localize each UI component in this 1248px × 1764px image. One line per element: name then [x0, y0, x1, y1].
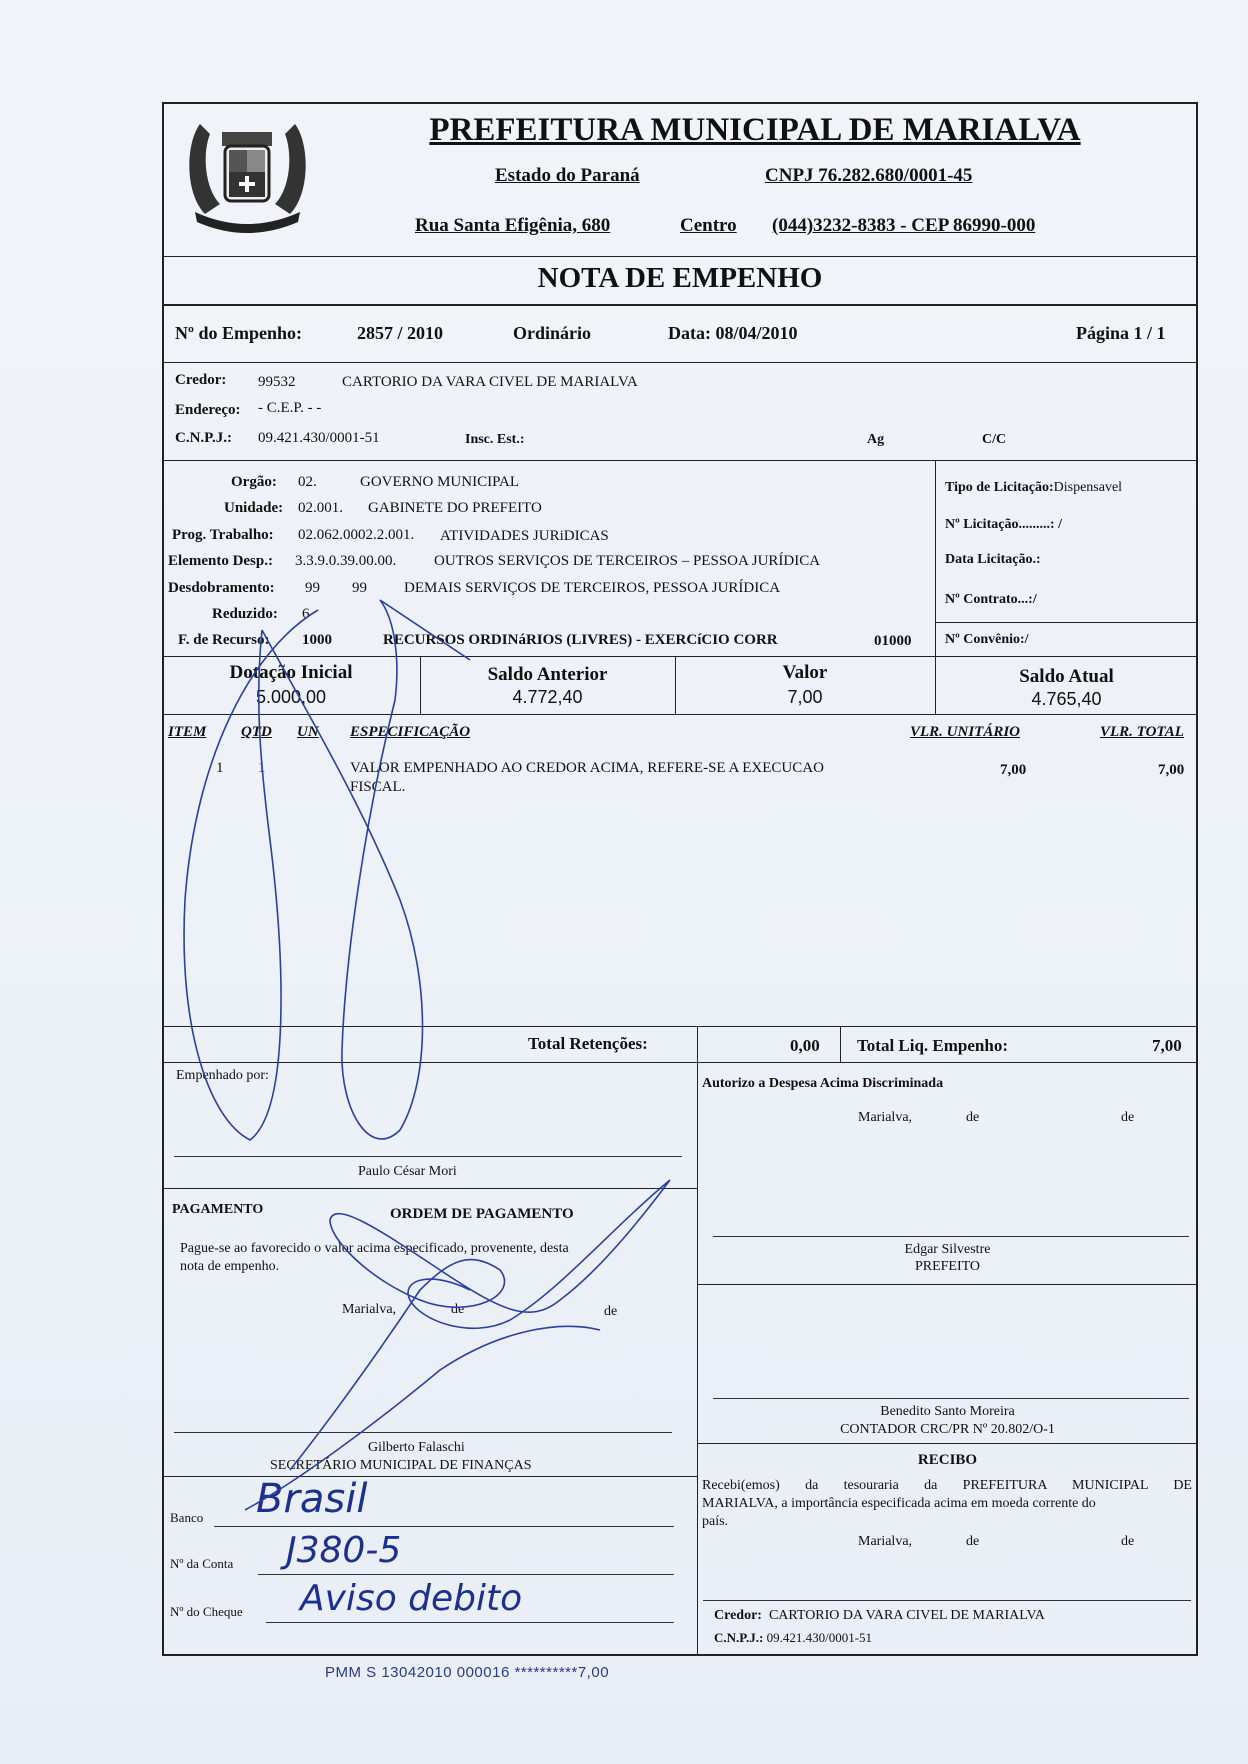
- recibo-line3: país.: [702, 1514, 729, 1529]
- conta-label: Nº da Conta: [170, 1556, 234, 1571]
- address-value: - C.E.P. - -: [258, 400, 322, 416]
- elem-code: 3.3.9.0.39.00.00.: [295, 553, 397, 569]
- prog-name: ATIVIDADES JURiDICAS: [440, 528, 609, 544]
- cc-label: C/C: [982, 432, 1007, 447]
- district-label: Centro: [680, 215, 737, 236]
- orgao-code: 02.: [298, 474, 317, 490]
- recurso-code: 1000: [302, 632, 332, 648]
- col-vlr-unit: VLR. UNITÁRIO: [910, 724, 1021, 740]
- tipo-licitacao: Tipo de Licitação:Dispensavel: [945, 480, 1123, 495]
- autorizo-de2: de: [1121, 1110, 1135, 1125]
- cheque-label: Nº do Cheque: [170, 1604, 243, 1619]
- recurso-label: F. de Recurso:: [178, 632, 270, 648]
- address-label: Endereço:: [175, 402, 241, 418]
- banco-handwritten: Brasil: [256, 1476, 368, 1522]
- valor-label: Valor: [782, 662, 828, 683]
- page-number: Página 1 / 1: [1076, 323, 1166, 343]
- elem-label: Elemento Desp.:: [168, 553, 273, 569]
- col-vlr-total: VLR. TOTAL: [1100, 724, 1184, 740]
- prefeito-title: PREFEITO: [914, 1259, 981, 1274]
- unidade-label: Unidade:: [224, 500, 284, 516]
- total-retencoes-label: Total Retenções:: [528, 1034, 648, 1053]
- prefeito-name: Edgar Silvestre: [904, 1242, 991, 1257]
- contador-name: Benedito Santo Moreira: [880, 1404, 1015, 1419]
- autorizo-place: Marialva,: [858, 1110, 913, 1125]
- banco-label: Banco: [170, 1510, 204, 1525]
- desd-code2: 99: [352, 580, 367, 596]
- recibo-line1: Recebi(emos) da tesouraria da PREFEITURA MUNICIPAL DE: [702, 1478, 1192, 1493]
- unidade-code: 02.001.: [298, 500, 343, 516]
- item-vlr-total: 7,00: [1158, 762, 1185, 778]
- dotacao-value: 5.000,00: [255, 687, 327, 707]
- data-licitacao: Data Licitação.:: [945, 552, 1041, 567]
- unidade-name: GABINETE DO PREFEITO: [368, 500, 542, 516]
- autorizo-de1: de: [966, 1110, 980, 1125]
- recibo-line2: MARIALVA, a importância especificada acima em moeda corrente do: [702, 1496, 1096, 1511]
- desd-label: Desdobramento:: [168, 580, 275, 596]
- total-retencoes-value: 0,00: [790, 1036, 820, 1055]
- footer-stamp: PMM S 13042010 000016 **********7,00: [325, 1664, 610, 1681]
- saldo-atual-label: Saldo Atual: [1019, 666, 1114, 687]
- orgao-name: GOVERNO MUNICIPAL: [360, 474, 520, 490]
- saldo-anterior-value: 4.772,40: [512, 687, 583, 707]
- empenho-type: Ordinário: [513, 323, 592, 343]
- phone-cep: (044)3232-8383 - CEP 86990-000: [772, 215, 1036, 236]
- total-liq-value: 7,00: [1152, 1036, 1182, 1055]
- elem-name: OUTROS SERVIÇOS DE TERCEIROS – PESSOA JURÍDICA: [434, 553, 821, 569]
- credor-label: Credor:: [175, 372, 227, 388]
- secretario-title: SECRETÁRIO MUNICIPAL DE FINANÇAS: [270, 1458, 532, 1473]
- item-spec-line1: VALOR EMPENHADO AO CREDOR ACIMA, REFERE-SE A EXECUCAO: [350, 760, 824, 776]
- recibo-title: RECIBO: [917, 1452, 978, 1468]
- empenho-date: Data: 08/04/2010: [668, 323, 798, 343]
- empenhado-label: Empenhado por:: [176, 1068, 269, 1083]
- contador-title: CONTADOR CRC/PR Nº 20.802/O-1: [840, 1422, 1055, 1437]
- empenho-number-label: Nº do Empenho:: [175, 323, 302, 343]
- ag-label: Ag: [867, 432, 885, 447]
- org-name: PREFEITURA MUNICIPAL DE MARIALVA: [429, 112, 1081, 148]
- pagamento-text-line2: nota de empenho.: [180, 1259, 280, 1274]
- insc-label: Insc. Est.:: [465, 432, 525, 447]
- numero-contrato: Nº Contrato...:/: [945, 592, 1037, 607]
- recurso-name: RECURSOS ORDINáRIOS (LIVRES) - EXERCíCIO CORR: [383, 632, 778, 648]
- cheque-handwritten: Aviso debito: [300, 1578, 523, 1619]
- state-label: Estado do Paraná: [495, 165, 640, 186]
- item-qtd: 1: [258, 760, 266, 776]
- reduzido-label: Reduzido:: [212, 606, 278, 622]
- recurso-num: 01000: [874, 633, 912, 649]
- pagamento-text-line1: Pague-se ao favorecido o valor acima especificado, provenente, desta: [180, 1241, 569, 1256]
- recibo-de1: de: [966, 1534, 980, 1549]
- conta-handwritten: J380-5: [286, 1530, 402, 1571]
- empenhado-name: Paulo César Mori: [358, 1164, 457, 1179]
- saldo-atual-value: 4.765,40: [1031, 689, 1102, 709]
- valor-value: 7,00: [787, 687, 823, 707]
- doc-title: NOTA DE EMPENHO: [537, 262, 823, 294]
- col-un: UN: [297, 724, 319, 740]
- recibo-cnpj: C.N.P.J.: 09.421.430/0001-51: [714, 1630, 873, 1645]
- cnpj-header: CNPJ 76.282.680/0001-45: [765, 165, 973, 186]
- desd-name: DEMAIS SERVIÇOS DE TERCEIROS, PESSOA JURÍDICA: [404, 580, 781, 596]
- numero-convenio: Nº Convênio:/: [945, 632, 1029, 647]
- prog-code: 02.062.0002.2.001.: [298, 527, 415, 543]
- col-spec: ESPECIFICAÇÃO: [350, 724, 471, 740]
- item-spec-line2: FISCAL.: [350, 779, 406, 795]
- recibo-de2: de: [1121, 1534, 1135, 1549]
- item-vlr-unit: 7,00: [1000, 762, 1027, 778]
- pagamento-de1: de: [451, 1302, 465, 1317]
- secretario-name: Gilberto Falaschi: [368, 1440, 465, 1455]
- reduzido-value: 6: [302, 606, 310, 622]
- empenho-number: 2857 / 2010: [357, 323, 444, 343]
- credor-cnpj-label: C.N.P.J.:: [175, 430, 232, 446]
- numero-licitacao: Nº Licitação.........: /: [945, 517, 1062, 532]
- ordem-pagamento-title: ORDEM DE PAGAMENTO: [390, 1206, 574, 1222]
- credor-name: CARTORIO DA VARA CIVEL DE MARIALVA: [342, 374, 638, 390]
- credor-code: 99532: [258, 374, 296, 390]
- street-label: Rua Santa Efigênia, 680: [415, 215, 611, 236]
- recibo-place: Marialva,: [858, 1534, 913, 1549]
- item-number: 1: [216, 760, 224, 776]
- pagamento-place: Marialva,: [342, 1302, 397, 1317]
- pagamento-de2: de: [604, 1304, 618, 1319]
- autorizo-label: Autorizo a Despesa Acima Discriminada: [702, 1076, 944, 1091]
- prog-label: Prog. Trabalho:: [172, 527, 274, 543]
- dotacao-label: Dotação Inicial: [229, 662, 353, 683]
- pagamento-title: PAGAMENTO: [172, 1202, 264, 1217]
- total-liq-label: Total Liq. Empenho:: [857, 1036, 1008, 1055]
- col-item: ITEM: [168, 724, 207, 740]
- credor-cnpj: 09.421.430/0001-51: [258, 430, 380, 446]
- recibo-credor: Credor: CARTORIO DA VARA CIVEL DE MARIALVA: [714, 1608, 1045, 1623]
- saldo-anterior-label: Saldo Anterior: [487, 664, 608, 685]
- col-qtd: QTD: [241, 724, 272, 740]
- orgao-label: Orgão:: [231, 474, 277, 490]
- desd-code1: 99: [305, 580, 320, 596]
